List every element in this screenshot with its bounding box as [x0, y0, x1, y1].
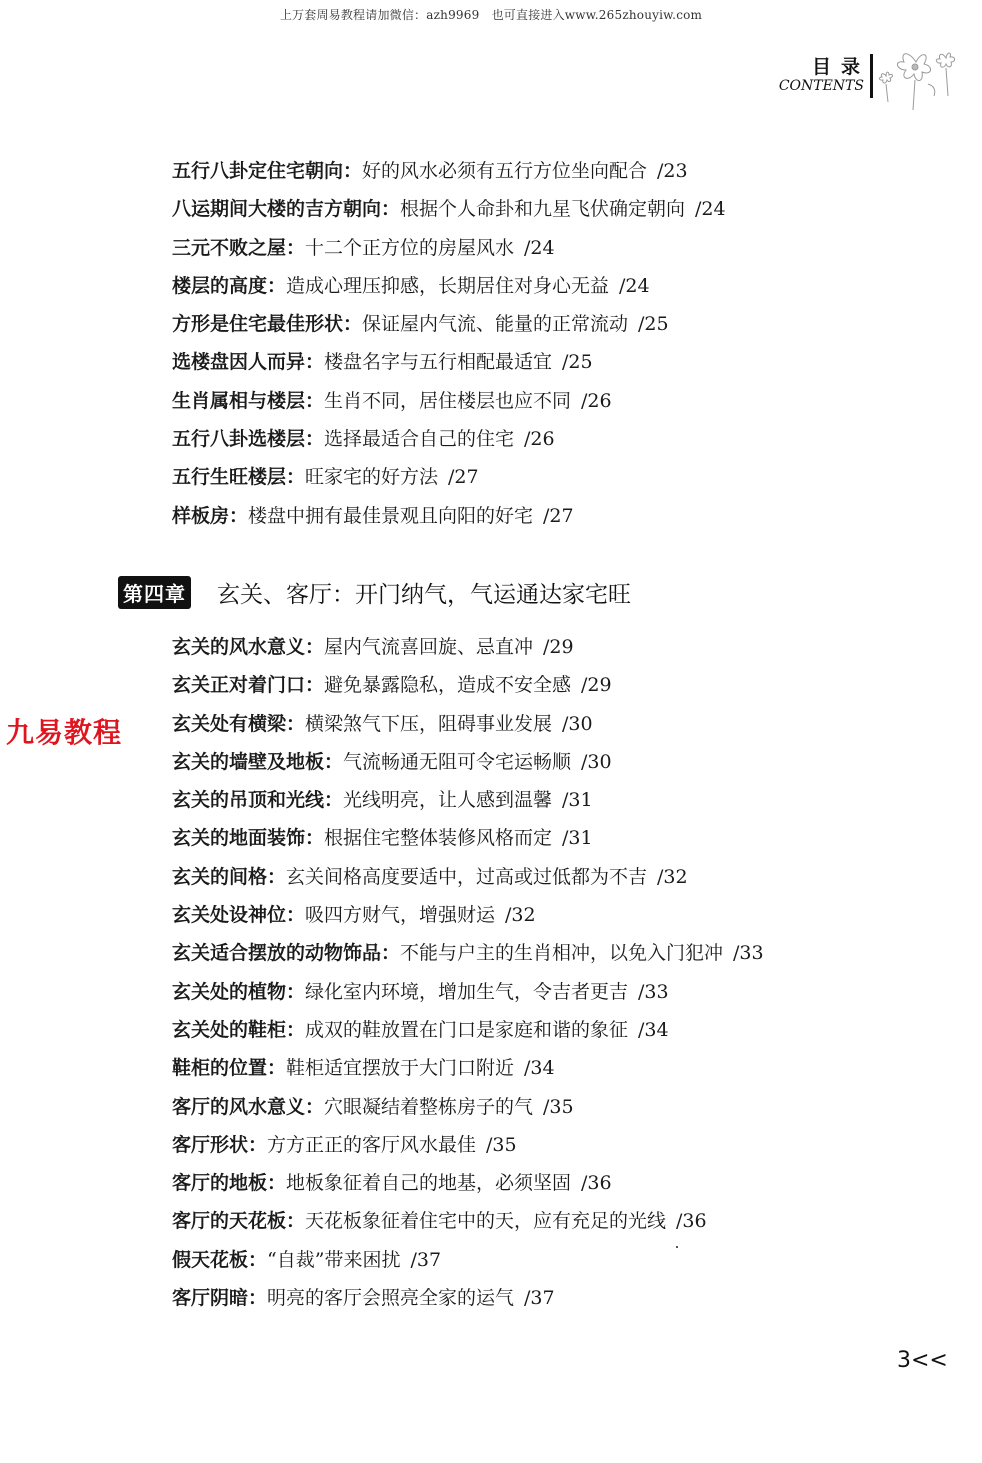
page-ref: /32 [657, 865, 688, 888]
toc-entry[interactable]: 客厅形状：方方正正的客厅风水最佳 /35 [172, 1133, 517, 1156]
toc-entry[interactable]: 鞋柜的位置：鞋柜适宜摆放于大门口附近 /34 [172, 1057, 555, 1080]
toc-entry[interactable]: 玄关适合摆放的动物饰品：不能与户主的生肖相冲，以免入门犯冲 /33 [172, 942, 764, 965]
page-ref: /36 [676, 1210, 707, 1233]
page-ref: /25 [562, 351, 593, 374]
page-ref: /29 [543, 636, 574, 658]
page-ref: /37 [410, 1248, 442, 1271]
page-ref: /24 [619, 274, 650, 297]
header-title-en: CONTENTS [778, 78, 864, 94]
header-divider [870, 54, 873, 98]
toc-entry[interactable]: 五行八卦选楼层：选择最适合自己的住宅 /26 [172, 428, 555, 451]
scan-speck [676, 1246, 678, 1248]
page-ref: /30 [562, 712, 593, 735]
page-ref: /35 [486, 1133, 517, 1156]
flower-icon [876, 40, 966, 112]
toc-entry[interactable]: 五行八卦定住宅朝向：好的风水必须有五行方位坐向配合 /23 [172, 160, 688, 182]
toc-entry[interactable]: 玄关的间格：玄关间格高度要适中，过高或过低都为不吉 /32 [172, 865, 688, 888]
page-ref: /34 [638, 1018, 669, 1041]
page-ref: /37 [524, 1287, 555, 1310]
page-ref: /33 [733, 942, 764, 965]
chapter-badge: 第四章 [118, 576, 191, 609]
page-ref: /34 [524, 1057, 555, 1080]
page-ref: /31 [562, 827, 593, 850]
toc-entry[interactable]: 样板房：楼盘中拥有最佳景观且向阳的好宅 /27 [172, 504, 574, 527]
toc-entry[interactable]: 客厅的风水意义：穴眼凝结着整栋房子的气 /35 [172, 1095, 574, 1118]
toc-entry[interactable]: 玄关正对着门口：避免暴露隐私，造成不安全感 /29 [172, 674, 612, 697]
toc-entry[interactable]: 玄关处有横梁：横梁煞气下压，阻碍事业发展 /30 [172, 712, 593, 735]
toc-entry[interactable]: 客厅的地板：地板象征着自己的地基，必须坚固 /36 [172, 1172, 612, 1195]
toc-entry[interactable]: 方形是住宅最佳形状：保证屋内气流、能量的正常流动 /25 [172, 313, 669, 336]
toc-entry[interactable]: 假天花板：“自裁”带来困扰 /37 [172, 1248, 442, 1271]
toc-entry[interactable]: 玄关的地面装饰：根据住宅整体装修风格而定 /31 [172, 827, 593, 850]
header-title-zh: 目录 [811, 56, 870, 78]
page-ref: /26 [581, 389, 612, 412]
page-ref: /31 [562, 789, 593, 812]
toc-entry[interactable]: 客厅阴暗：明亮的客厅会照亮全家的运气 /37 [172, 1287, 555, 1310]
page-header [778, 56, 870, 94]
page-ref: /24 [524, 236, 555, 259]
toc-entry[interactable]: 玄关的风水意义：屋内气流喜回旋、忌直冲 /29 [172, 636, 574, 658]
toc-entry[interactable]: 生肖属相与楼层：生肖不同，居住楼层也应不同 /26 [172, 389, 612, 412]
page-ref: /36 [581, 1172, 612, 1195]
page-ref: /27 [543, 504, 574, 527]
page-ref: /30 [581, 750, 612, 773]
side-watermark-label: 九易教程 [6, 716, 123, 749]
toc-entry[interactable]: 客厅的天花板：天花板象征着住宅中的天，应有充足的光线 /36 [172, 1210, 707, 1233]
page-ref: /35 [543, 1095, 574, 1118]
toc-entry[interactable]: 选楼盘因人而异：楼盘名字与五行相配最适宜 /25 [172, 351, 593, 374]
chapter-heading[interactable] [118, 574, 631, 610]
page-ref: /25 [638, 313, 669, 336]
toc-entry[interactable]: 玄关处的鞋柜：成双的鞋放置在门口是家庭和谐的象征 /34 [172, 1018, 669, 1041]
page-ref: /33 [638, 980, 669, 1003]
toc-entry[interactable]: 玄关的吊顶和光线：光线明亮，让人感到温馨 /31 [172, 789, 593, 812]
chapter-title: 玄关、客厅：开门纳气，气运通达家宅旺 [217, 581, 631, 608]
toc-entry[interactable]: 三元不败之屋：十二个正方位的房屋风水 /24 [172, 236, 555, 259]
toc-entry[interactable]: 楼层的高度：造成心理压抑感，长期居住对身心无益 /24 [172, 274, 650, 297]
page-ref: /26 [524, 428, 555, 451]
toc-list-section-b [172, 628, 764, 1317]
page-ref: /27 [448, 466, 479, 489]
page-ref: /24 [695, 198, 726, 221]
page-ref: /32 [505, 904, 536, 927]
page-ref: /23 [657, 160, 688, 182]
toc-entry[interactable]: 五行生旺楼层：旺家宅的好方法 /27 [172, 466, 479, 489]
toc-entry[interactable]: 玄关的墙壁及地板：气流畅通无阻可令宅运畅顺 /30 [172, 750, 612, 773]
toc-entry[interactable]: 八运期间大楼的吉方朝向：根据个人命卦和九星飞伏确定朝向 /24 [172, 198, 726, 221]
toc-list-section-a [172, 152, 726, 535]
page-number: 3<< [897, 1348, 948, 1373]
toc-entry[interactable]: 玄关处的植物：绿化室内环境，增加生气，令吉者更吉 /33 [172, 980, 669, 1003]
toc-entry[interactable]: 玄关处设神位：吸四方财气，增强财运 /32 [172, 904, 536, 927]
page-ref: /29 [581, 674, 612, 697]
watermark-text: 上万套周易教程请加微信：azh9969 也可直接进入www.265zhouyiw.com [279, 8, 703, 22]
